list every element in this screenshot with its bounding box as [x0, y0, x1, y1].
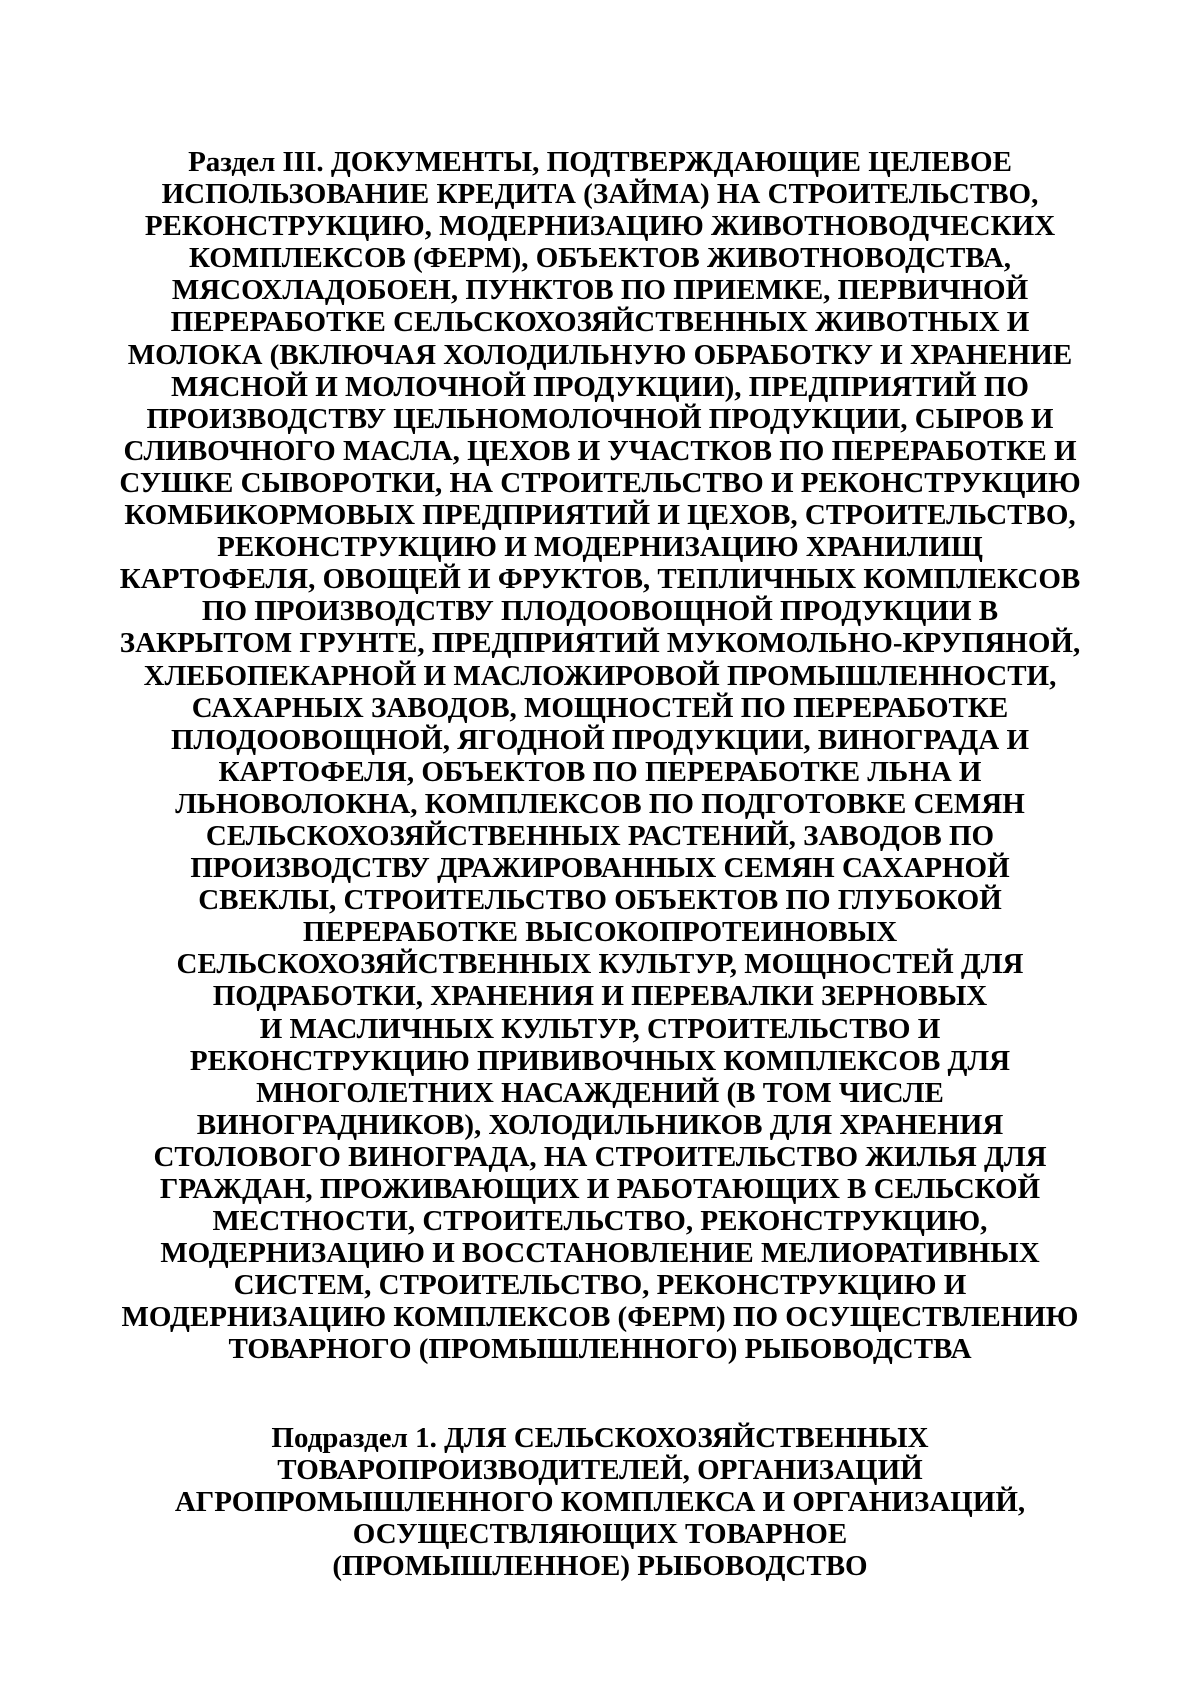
section-title-line: РЕКОНСТРУКЦИЮ И МОДЕРНИЗАЦИЮ ХРАНИЛИЩ — [217, 531, 983, 564]
section-title-line: И МАСЛИЧНЫХ КУЛЬТУР, СТРОИТЕЛЬСТВО И — [259, 1012, 941, 1045]
section-title-line: ГРАЖДАН, ПРОЖИВАЮЩИХ И РАБОТАЮЩИХ В СЕЛЬСКОЙ — [159, 1173, 1041, 1205]
section-title-line: ПО ПРОИЗВОДСТВУ ПЛОДООВОЩНОЙ ПРОДУКЦИИ В — [201, 595, 999, 628]
section-title-line: РЕКОНСТРУКЦИЮ ПРИВИВОЧНЫХ КОМПЛЕКСОВ ДЛЯ — [189, 1044, 1011, 1077]
subsection-title-line: ОСУЩЕСТВЛЯЮЩИХ ТОВАРНОЕ — [352, 1518, 848, 1551]
section-title-line: КАРТОФЕЛЯ, ОВОЩЕЙ И ФРУКТОВ, ТЕПЛИЧНЫХ КОМПЛЕКСОВ — [119, 563, 1081, 596]
subsection-title-line: ТОВАРОПРОИЗВОДИТЕЛЕЙ, ОРГАНИЗАЦИЙ — [277, 1454, 923, 1487]
section-title-line: МОЛОКА (ВКЛЮЧАЯ ХОЛОДИЛЬНУЮ ОБРАБОТКУ И ХРАНЕНИЕ — [127, 338, 1073, 371]
section-title-line: КОМБИКОРМОВЫХ ПРЕДПРИЯТИЙ И ЦЕХОВ, СТРОИТЕЛЬСТВО, — [124, 499, 1076, 532]
section-title-line: СВЕКЛЫ, СТРОИТЕЛЬСТВО ОБЪЕКТОВ ПО ГЛУБОКОЙ — [198, 884, 1002, 917]
section-title-line: КАРТОФЕЛЯ, ОБЪЕКТОВ ПО ПЕРЕРАБОТКЕ ЛЬНА И — [218, 755, 982, 788]
section-title — [100, 146, 1100, 1366]
section-title-line: МЯСОХЛАДОБОЕН, ПУНКТОВ ПО ПРИЕМКЕ, ПЕРВИЧНОЙ — [171, 274, 1029, 307]
subsection-title-line: Подраздел 1. ДЛЯ СЕЛЬСКОХОЗЯЙСТВЕННЫХ — [271, 1422, 929, 1454]
section-title-line: ПРОИЗВОДСТВУ ЦЕЛЬНОМОЛОЧНОЙ ПРОДУКЦИИ, СЫРОВ И — [146, 402, 1054, 435]
subsection-title — [100, 1422, 1100, 1582]
section-title-line: ПЛОДООВОЩНОЙ, ЯГОДНОЙ ПРОДУКЦИИ, ВИНОГРАДА И — [170, 723, 1030, 756]
section-title-line: ПРОИЗВОДСТВУ ДРАЖИРОВАННЫХ СЕМЯН САХАРНОЙ — [190, 852, 1010, 885]
section-title-line: МОДЕРНИЗАЦИЮ И ВОССТАНОВЛЕНИЕ МЕЛИОРАТИВНЫХ — [160, 1237, 1040, 1270]
section-title-line: ЗАКРЫТОМ ГРУНТЕ, ПРЕДПРИЯТИЙ МУКОМОЛЬНО-КРУПЯНОЙ, — [119, 627, 1081, 660]
section-title-line: СЛИВОЧНОГО МАСЛА, ЦЕХОВ И УЧАСТКОВ ПО ПЕРЕРАБОТКЕ И — [123, 434, 1077, 467]
section-title-line: МЯСНОЙ И МОЛОЧНОЙ ПРОДУКЦИИ), ПРЕДПРИЯТИЙ ПО — [171, 370, 1029, 403]
section-title-line: РЕКОНСТРУКЦИЮ, МОДЕРНИЗАЦИЮ ЖИВОТНОВОДЧЕСКИХ — [144, 210, 1056, 243]
section-title-line: ХЛЕБОПЕКАРНОЙ И МАСЛОЖИРОВОЙ ПРОМЫШЛЕННОСТИ, — [143, 659, 1057, 692]
subsection-title-line: (ПРОМЫШЛЕННОЕ) РЫБОВОДСТВО — [332, 1550, 868, 1583]
section-title-line: СИСТЕМ, СТРОИТЕЛЬСТВО, РЕКОНСТРУКЦИЮ И — [233, 1269, 967, 1302]
section-title-line: ПОДРАБОТКИ, ХРАНЕНИЯ И ПЕРЕВАЛКИ ЗЕРНОВЫХ — [212, 980, 988, 1013]
section-title-line: ПЕРЕРАБОТКЕ ВЫСОКОПРОТЕИНОВЫХ — [302, 916, 898, 949]
section-title-line: ПЕРЕРАБОТКЕ СЕЛЬСКОХОЗЯЙСТВЕННЫХ ЖИВОТНЫХ И — [170, 306, 1030, 339]
section-title-line: ТОВАРНОГО (ПРОМЫШЛЕННОГО) РЫБОВОДСТВА — [228, 1333, 972, 1366]
section-title-line: СУШКЕ СЫВОРОТКИ, НА СТРОИТЕЛЬСТВО И РЕКОНСТРУКЦИЮ — [119, 466, 1081, 499]
subsection-title-line: АГРОПРОМЫШЛЕННОГО КОМПЛЕКСА И ОРГАНИЗАЦИЙ, — [174, 1486, 1026, 1519]
section-title-line: ВИНОГРАДНИКОВ), ХОЛОДИЛЬНИКОВ ДЛЯ ХРАНЕНИЯ — [196, 1108, 1004, 1141]
section-title-line: СЕЛЬСКОХОЗЯЙСТВЕННЫХ РАСТЕНИЙ, ЗАВОДОВ ПО — [205, 819, 995, 852]
section-title-line: САХАРНЫХ ЗАВОДОВ, МОЩНОСТЕЙ ПО ПЕРЕРАБОТКЕ — [191, 691, 1009, 724]
section-title-line: СЕЛЬСКОХОЗЯЙСТВЕННЫХ КУЛЬТУР, МОЩНОСТЕЙ ДЛЯ — [176, 948, 1024, 981]
section-title-line: ЛЬНОВОЛОКНА, КОМПЛЕКСОВ ПО ПОДГОТОВКЕ СЕМЯН — [175, 787, 1025, 820]
section-title-line: МНОГОЛЕТНИХ НАСАЖДЕНИЙ (В ТОМ ЧИСЛЕ — [256, 1076, 944, 1109]
section-title-line: МОДЕРНИЗАЦИЮ КОМПЛЕКСОВ (ФЕРМ) ПО ОСУЩЕСТВЛЕНИЮ — [121, 1301, 1079, 1334]
section-title-line: МЕСТНОСТИ, СТРОИТЕЛЬСТВО, РЕКОНСТРУКЦИЮ, — [212, 1205, 988, 1238]
section-title-line: СТОЛОВОГО ВИНОГРАДА, НА СТРОИТЕЛЬСТВО ЖИЛЬЯ ДЛЯ — [153, 1140, 1047, 1173]
section-title-line: КОМПЛЕКСОВ (ФЕРМ), ОБЪЕКТОВ ЖИВОТНОВОДСТВА, — [188, 242, 1012, 275]
section-title-line: Раздел III. ДОКУМЕНТЫ, ПОДТВЕРЖДАЮЩИЕ ЦЕЛЕВОЕ — [188, 146, 1012, 178]
section-title-line: ИСПОЛЬЗОВАНИЕ КРЕДИТА (ЗАЙМА) НА СТРОИТЕЛЬСТВО, — [161, 178, 1039, 211]
